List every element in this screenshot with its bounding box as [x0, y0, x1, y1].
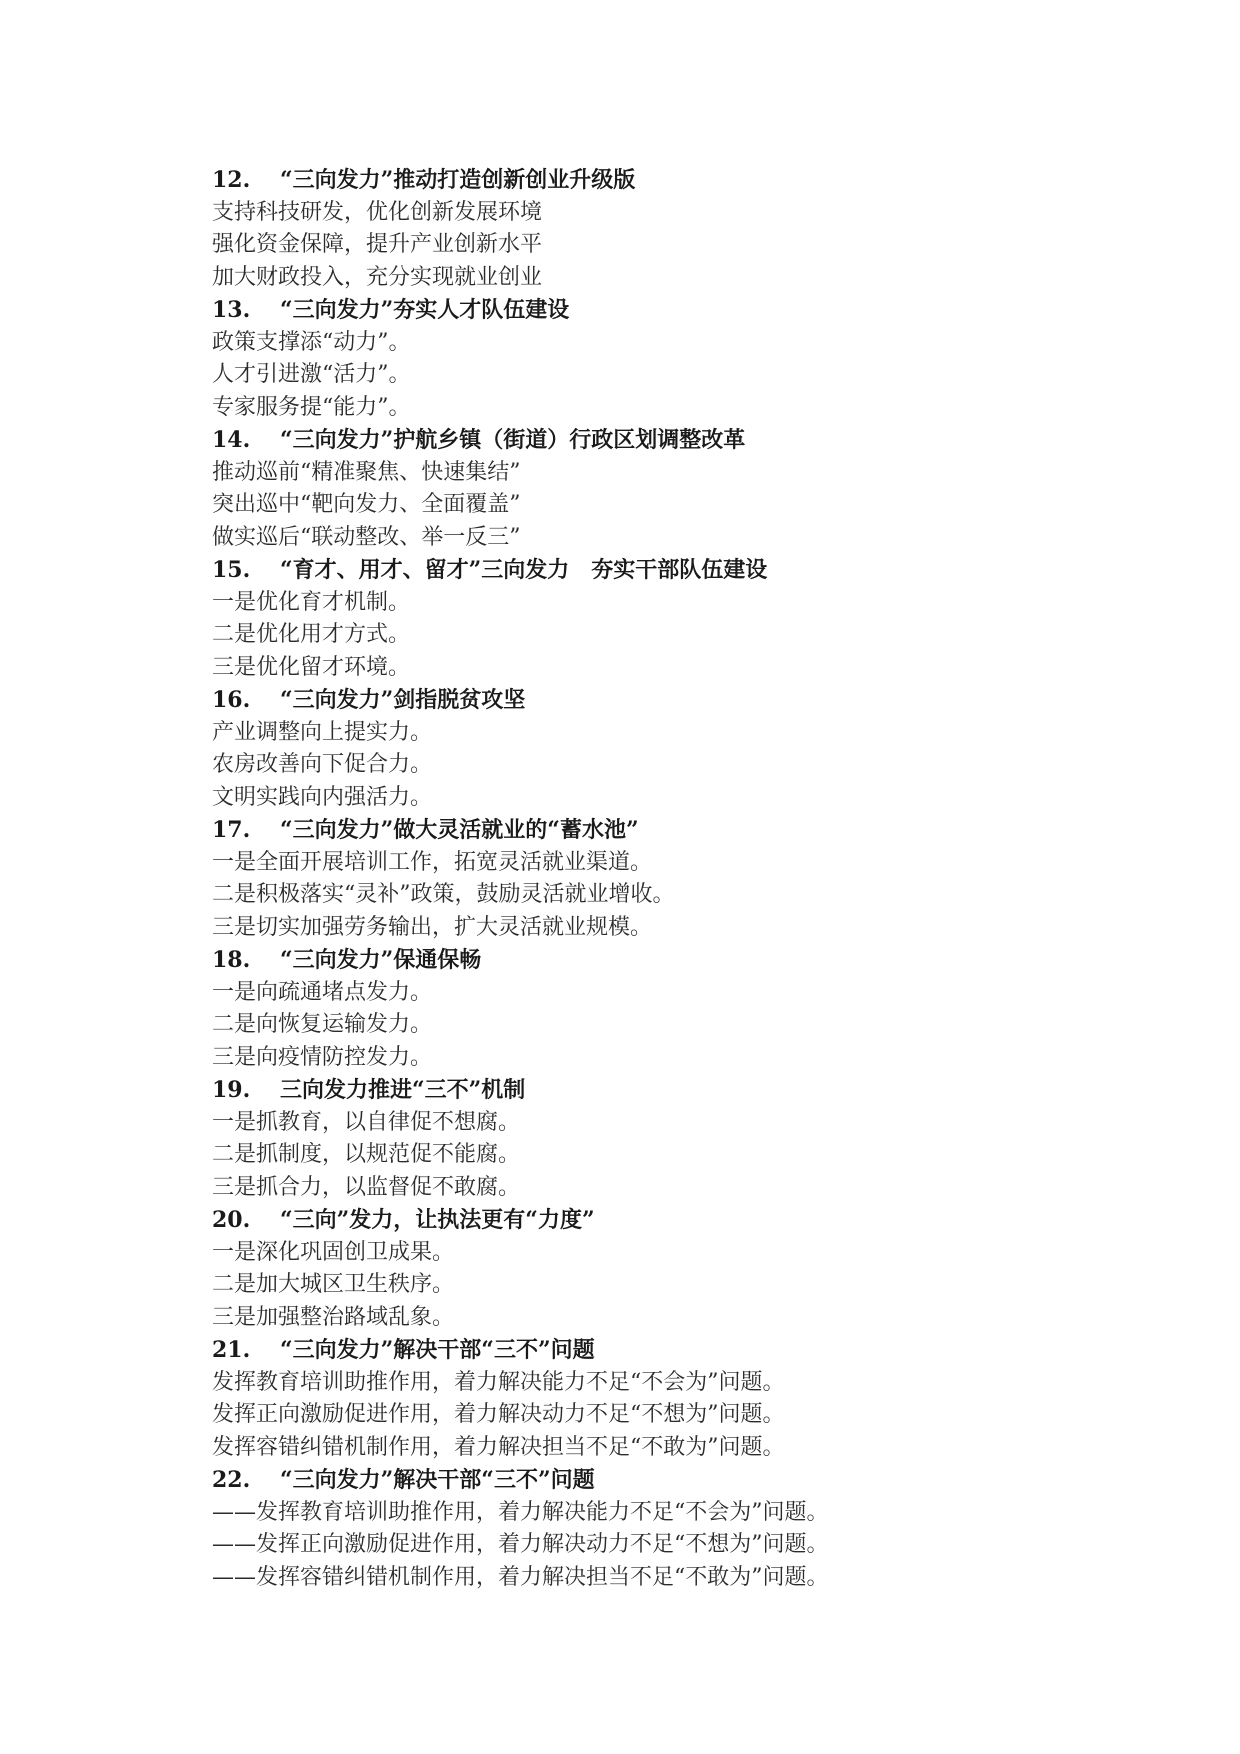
section-item: 三是抓合力，以监督促不敢腐。	[212, 1174, 521, 1200]
section-item: 一是优化育才机制。	[212, 589, 411, 615]
section-item: 一是抓教育，以自律促不想腐。	[212, 1109, 521, 1135]
section-item: 推动巡前“精准聚焦、快速集结”	[212, 459, 521, 485]
section-title: “三向发力”保通保畅	[280, 947, 482, 973]
section-title: “三向发力”做大灵活就业的“蓄水池”	[280, 817, 639, 843]
section-title: “三向发力”护航乡镇（街道）行政区划调整改革	[280, 427, 746, 453]
section-title: “三向发力”推动打造创新创业升级版	[280, 167, 636, 193]
section-item: 三是向疫情防控发力。	[212, 1044, 433, 1070]
section-item: ——发挥容错纠错机制作用，着力解决担当不足“不敢为”问题。	[212, 1564, 829, 1590]
section-item: 一是向疏通堵点发力。	[212, 979, 433, 1005]
section-item: 二是抓制度，以规范促不能腐。	[212, 1142, 521, 1167]
section-item: 农房改善向下促合力。	[212, 752, 433, 777]
section-item: 人才引进激“活力”。	[212, 362, 411, 387]
section-heading	[212, 1074, 1172, 1107]
section-item: 三是优化留才环境。	[212, 654, 411, 680]
section-item: 一是全面开展培训工作，拓宽灵活就业渠道。	[212, 849, 653, 875]
section-heading	[212, 424, 1172, 457]
section-heading	[212, 944, 1172, 977]
section-number: 20.	[212, 1207, 251, 1233]
section-heading	[212, 684, 1172, 717]
section-title: “三向”发力，让执法更有“力度”	[280, 1207, 595, 1233]
section-item: 政策支撑添“动力”。	[212, 329, 411, 355]
section-title: “育才、用才、留才”三向发力 夯实干部队伍建设	[280, 557, 768, 583]
section-item: 二是优化用才方式。	[212, 622, 411, 647]
section-item: 产业调整向上提实力。	[212, 719, 433, 745]
section-number: 17.	[212, 817, 251, 843]
section-heading	[212, 164, 1172, 197]
section-item: 发挥容错纠错机制作用，着力解决担当不足“不敢为”问题。	[212, 1434, 785, 1460]
section-title: “三向发力”解决干部“三不”问题	[280, 1337, 595, 1363]
section-number: 15.	[212, 557, 251, 583]
section-heading	[212, 554, 1172, 587]
section-item: 二是向恢复运输发力。	[212, 1012, 433, 1037]
section-heading	[212, 294, 1172, 327]
section-heading	[212, 1334, 1172, 1367]
section-item: 加大财政投入，充分实现就业创业	[212, 264, 543, 290]
section-title: “三向发力”夯实人才队伍建设	[280, 297, 570, 323]
section-heading	[212, 1464, 1172, 1497]
section-heading	[212, 814, 1172, 847]
section-number: 14.	[212, 427, 251, 453]
section-item: 发挥正向激励促进作用，着力解决动力不足“不想为”问题。	[212, 1402, 785, 1427]
document-page	[212, 164, 1172, 1594]
section-title: “三向发力”解决干部“三不”问题	[280, 1467, 595, 1493]
section-number: 19.	[212, 1077, 251, 1103]
section-item: 二是加大城区卫生秩序。	[212, 1272, 455, 1297]
section-item: ——发挥正向激励促进作用，着力解决动力不足“不想为”问题。	[212, 1532, 829, 1557]
section-item: 强化资金保障，提升产业创新水平	[212, 232, 543, 257]
section-item: 突出巡中“靶向发力、全面覆盖”	[212, 492, 521, 517]
section-item: 文明实践向内强活力。	[212, 784, 433, 810]
section-item: 专家服务提“能力”。	[212, 394, 411, 420]
section-title: 三向发力推进“三不”机制	[280, 1077, 526, 1103]
section-number: 22.	[212, 1467, 251, 1493]
section-heading	[212, 1204, 1172, 1237]
section-item: 发挥教育培训助推作用，着力解决能力不足“不会为”问题。	[212, 1369, 785, 1395]
section-number: 13.	[212, 297, 251, 323]
section-item: 三是加强整治路域乱象。	[212, 1304, 455, 1330]
section-number: 18.	[212, 947, 251, 973]
section-item: 三是切实加强劳务输出，扩大灵活就业规模。	[212, 914, 653, 940]
section-item: 做实巡后“联动整改、举一反三”	[212, 524, 521, 550]
section-number: 16.	[212, 687, 251, 713]
section-item: ——发挥教育培训助推作用，着力解决能力不足“不会为”问题。	[212, 1499, 829, 1525]
section-number: 21.	[212, 1337, 251, 1363]
section-number: 12.	[212, 167, 251, 193]
section-item: 二是积极落实“灵补”政策，鼓励灵活就业增收。	[212, 882, 675, 907]
section-title: “三向发力”剑指脱贫攻坚	[280, 687, 526, 713]
section-item: 一是深化巩固创卫成果。	[212, 1239, 455, 1265]
section-item: 支持科技研发，优化创新发展环境	[212, 199, 543, 225]
